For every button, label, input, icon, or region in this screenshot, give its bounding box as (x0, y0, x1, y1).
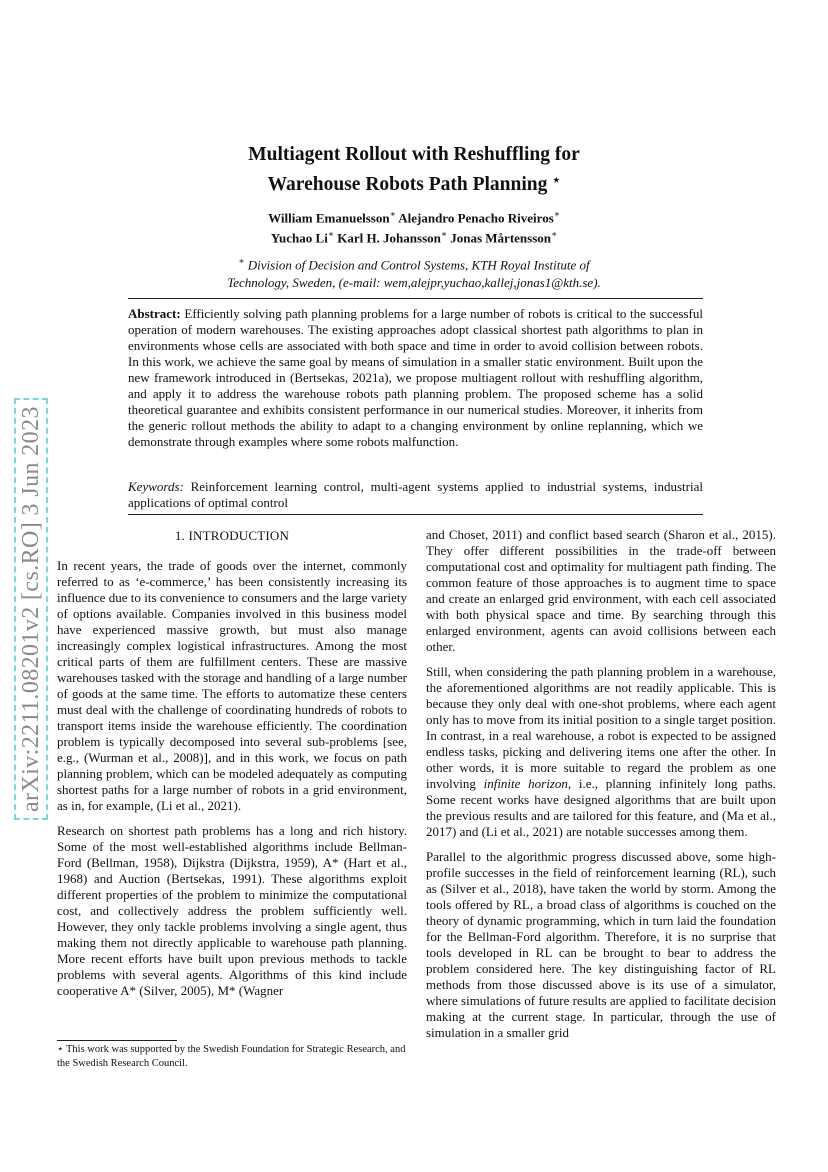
left-column (57, 528, 407, 1008)
affiliation-line-1-text: Division of Decision and Control Systems, KTH Royal Institute of (247, 257, 590, 273)
affiliation-mark: ∗ (238, 256, 245, 266)
author-mark: ∗ (551, 229, 558, 240)
author-mark: ∗ (389, 209, 396, 219)
author-name: William Emanuelsson (268, 210, 390, 226)
paper-title (0, 142, 828, 197)
affiliation-line-1 (0, 252, 828, 274)
intro-paragraph-4: Parallel to the algorithmic progress discussed above, some high-profile successes in the field of reinforcement learning (RL), such as (Silver et al., 2018), have taken the world by storm. Among the tools offered by RL, a broad class of algorithms is couched on the theory of dynamic programming, which in turn laid the foundation for the Bellman-Ford algorithm. Therefore, it is no surprise that tools developed in RL can be brought to bear to address the problem considered here. The key distinguishing factor of RL methods from those discussed above is its use of a simulator, where simulations of future results are applied to facilitate decision making at the current stage. In particular, through the use of simulation in a smaller grid (426, 849, 776, 1040)
author-line-2 (0, 226, 828, 246)
abstract-top-rule (128, 298, 703, 299)
footnote-mark: ⋆ (57, 1044, 64, 1055)
author-mark: ∗ (553, 209, 560, 219)
author-name: Karl H. Johansson (337, 230, 441, 246)
author-list (0, 206, 828, 247)
keywords-label: Keywords: (128, 479, 184, 494)
keywords (128, 479, 703, 511)
author-name: Alejandro Penacho Riveiros (398, 210, 554, 226)
author-mark: ∗ (327, 229, 334, 240)
emphasis-infinite-horizon: infinite horizon (483, 776, 568, 791)
right-column (426, 527, 776, 1050)
title-line-1: Multiagent Rollout with Reshuffling for (248, 144, 580, 165)
author-name: Jonas Mårtensson (450, 230, 552, 246)
abstract-label: Abstract: (128, 306, 181, 321)
title-line-2 (0, 167, 828, 197)
abstract-text: Efficiently solving path planning problems for a large number of robots is critical to the successful operation of modern warehouses. The existing approaches adopt classical shortest path algorithms to plan in environments whose cells are associated with both space and time in order to avoid collision between robots. In this work, we achieve the same goal by means of simulation in a smaller static environment. Built upon the new framework introduced in (Bertsekas, 2021a), we propose multiagent rollout with reshuffling algorithm, and apply it to address the warehouse robots path planning problem. The proposed scheme has a solid theoretical guarantee and exhibits consistent performance in our numerical studies. Moreover, it inherits from the generic rollout methods the ability to adapt to a changing environment by online replanning, which we demonstrate through examples where some robots malfunction. (128, 306, 703, 449)
title-line-2-text: Warehouse Robots Path Planning (267, 174, 548, 195)
paragraph-text: , i.e., planning infinitely long paths. Some recent works have designed algorithms that are built upon the previous results and are tailored for this feature, and (Ma et al., 2017) and (Li et al., 2021) are notable successes among them. (426, 776, 776, 839)
author-name: Yuchao Li (270, 230, 328, 246)
author-mark: ∗ (440, 229, 447, 240)
affiliation (0, 252, 828, 292)
intro-paragraph-3 (426, 664, 776, 840)
abstract (128, 306, 703, 450)
intro-paragraph-1: In recent years, the trade of goods over the internet, commonly referred to as ‘e-commerce,’ has been consistently increasing its influence due to its convenience to consumers and the large variety of options available. Companies involved in this business model have experienced massive growth, but must also manage increasingly complex logistical infrastructures. Among the most critical parts of them are fulfillment centers. These are massive warehouses tasked with the storage and handling of a large number of goods at the same time. The efforts to automatize these centers must deal with the challenge of coordinating hundreds of robots to transport items inside the warehouse efficiently. The coordination problem is typically decomposed into several sub-problems [see, e.g., (Wurman et al., 2008)], and in this work, we focus on path planning problem, which can be modeled adequately as computing shortest paths for a large number of robots in a grid environment, as in, for example, (Li et al., 2021). (57, 558, 407, 813)
keywords-bottom-rule (128, 514, 703, 515)
author-line-1 (0, 206, 828, 226)
footnote (57, 1043, 407, 1071)
arxiv-identifier-stamp: arXiv:2211.08201v2 [cs.RO] 3 Jun 2023 (14, 398, 48, 820)
intro-paragraph-2: Research on shortest path problems has a long and rich history. Some of the most well-established algorithms include Bellman-Ford (Bellman, 1958), Dijkstra (Dijkstra, 1959), A* (Hart et al., 1968) and Auction (Bertsekas, 1991). These algorithms exploit different properties of the problem to minimize the computational cost, and collectively address the problem sufficiently well. However, they only tackle problems involving a single agent, thus making them not directly applicable to warehouse path planning. More recent efforts have built upon previous methods to tackle problems with several agents. Algorithms of this kind include cooperative A* (Silver, 2005), M* (Wagner (57, 823, 407, 998)
section-heading-introduction: 1. INTRODUCTION (174, 528, 290, 543)
paragraph-text: Still, when considering the path planning problem in a warehouse, the aforementioned algorithms are not readily applicable. This is because they only deal with one-shot problems, where each agent only has to move from its initial position to a single target position. In contrast, in a real warehouse, a robot is expected to be assigned endless tasks, picking and delivering items one after the other. In other words, it is more suitable to regard the problem as one involving (426, 664, 776, 791)
keywords-text: Reinforcement learning control, multi-agent systems applied to industrial systems, industrial applications of optimal control (128, 479, 703, 510)
title-footnote-star: ⋆ (552, 172, 561, 187)
footnote-rule (57, 1040, 177, 1041)
affiliation-line-2: Technology, Sweden, (e-mail: wem,alejpr,yuchao,kallej,jonas1@kth.se). (227, 275, 601, 291)
footnote-text: This work was supported by the Swedish Foundation for Strategic Research, and the Swedish Research Council. (57, 1044, 406, 1069)
intro-paragraph-2-continued: and Choset, 2011) and conflict based search (Sharon et al., 2015). They offer different possibilities in the trade-off between computational cost and optimality for multiagent path finding. The common feature of those approaches is to augment time to space and create an enlarged grid environment, with each cell associated with both physical space and time. By searching through this enlarged environment, agents can avoid collisions between each other. (426, 527, 776, 654)
